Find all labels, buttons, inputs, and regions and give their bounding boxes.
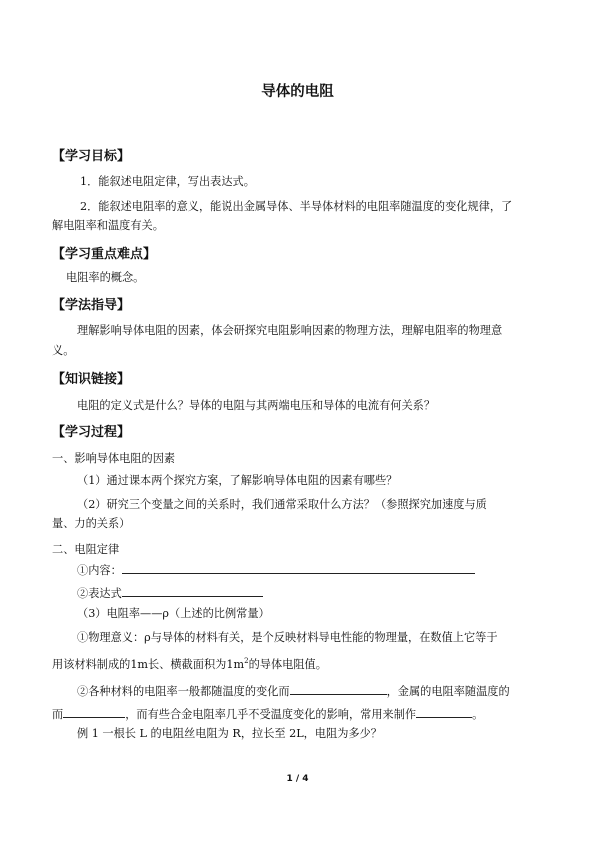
question-1: （1）通过课本两个探究方案，了解影响导体电阻的因素有哪些？: [77, 474, 398, 487]
goal-item-2-line2: 解电阻率和温度有关。: [52, 219, 164, 232]
meaning-superscript: 2: [244, 657, 249, 665]
meaning-line-1: ①物理意义：ρ与导体的材料有关，是个反映材料导电性能的物理量，在数值上它等于: [77, 631, 498, 644]
goal-item-1: 1．能叙述电阻定律，写出表达式。: [80, 175, 255, 188]
temperature-line-2: [52, 706, 483, 722]
goal-item-2-line1: 2．能叙述电阻率的意义，能说出金属导体、半导体材料的电阻率随温度的变化规律，了: [80, 200, 513, 213]
page-title: 导体的电阻: [261, 84, 334, 100]
part-1-heading: 一、影响导体电阻的因素: [52, 452, 176, 465]
method-line-1: 理解影响导体电阻的因素，体会研探究电阻影响因素的物理方法，理解电阻率的物理意: [77, 324, 503, 337]
content-label: ①内容：: [77, 564, 122, 577]
expression-label: ②表达式: [77, 587, 122, 600]
example-1: 例 1 一根长 L 的电阻丝电阻为 R，拉长至 2L，电阻为多少？: [77, 727, 382, 740]
temperature-blank-3[interactable]: [416, 706, 472, 718]
heading-method: 【学法指导】: [52, 298, 131, 313]
meaning-text-2: 的导体电阻值。: [248, 658, 327, 671]
question-2-line1: （2）研究三个变量之间的关系时，我们通常采取什么方法？（参照探究加速度与质: [77, 498, 487, 511]
expression-blank[interactable]: [122, 585, 263, 597]
expression-row: [77, 585, 263, 601]
content-row: [77, 562, 475, 578]
question-2-line2: 量、力的关系）: [52, 517, 131, 530]
resistivity-line: （3）电阻率——ρ（上述的比例常量）: [77, 607, 270, 620]
method-line-2: 义。: [52, 344, 75, 357]
temperature-text-2: ，金属的电阻率随温度的: [386, 685, 510, 698]
temperature-text-4: ，而有些合金电阻率几乎不受温度变化的影响，常用来制作: [125, 708, 417, 721]
heading-key-points: 【学习重点难点】: [52, 247, 157, 262]
temperature-text-3: 而: [52, 708, 64, 721]
part-2-heading: 二、电阻定律: [52, 543, 120, 556]
key-points-text: 电阻率的概念。: [66, 271, 145, 284]
temperature-text-5: 。: [472, 708, 484, 721]
meaning-text-1: 用该材料制成的1m长、横截面积为1m: [52, 658, 245, 671]
heading-knowledge-link: 【知识链接】: [52, 372, 131, 387]
temperature-line-1: [77, 683, 510, 699]
knowledge-link-text: 电阻的定义式是什么？导体的电阻与其两端电压和导体的电流有何关系？: [77, 399, 436, 412]
temperature-blank-2[interactable]: [63, 706, 125, 718]
heading-process: 【学习过程】: [52, 425, 131, 440]
meaning-line-2: [52, 654, 327, 672]
content-blank[interactable]: [122, 562, 475, 574]
temperature-blank-1[interactable]: [290, 683, 387, 695]
page-number: 1 / 4: [286, 774, 309, 784]
temperature-text-1: ②各种材料的电阻率一般都随温度的变化而: [77, 685, 290, 698]
heading-goals: 【学习目标】: [52, 149, 131, 164]
